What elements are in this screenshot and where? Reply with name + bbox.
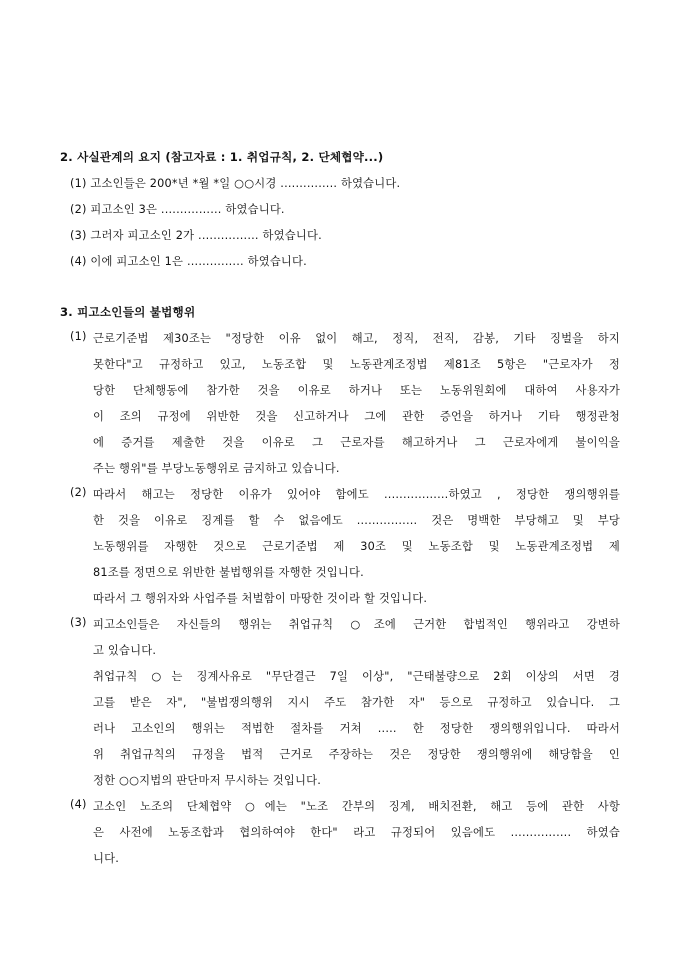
item-2-number: (2) xyxy=(70,486,87,499)
item-4-line-3: 니다. xyxy=(93,852,120,865)
section-2-item-1: (1) 고소인들은 200*년 *월 *일 ○○시경 ............... 하였습니다. xyxy=(70,177,401,190)
section-2-item-3: (3) 그러자 피고소인 2가 ................ 하였습니다. xyxy=(70,229,322,242)
item-3-line-7: 정한 ○○지법의 판단마저 무시하는 것입니다. xyxy=(93,774,321,787)
item-3-line-6: 위 취업규칙의 규정을 법적 근거로 주장하는 것은 정당한 쟁의행위에 해당함을 인 xyxy=(93,748,620,761)
item-3-line-5: 러나 고소인의 행위는 적법한 절차를 거쳐 ..... 한 정당한 쟁의행위입니다. 따라서 xyxy=(93,722,620,735)
item-3-line-4: 고를 받은 자", "불법쟁의행위 지시 주도 참가한 자" 등으로 규정하고 있습니다. 그 xyxy=(93,696,620,709)
item-4-line-2: 은 사전에 노동조합과 협의하여야 한다" 라고 규정되어 있음에도 ................ 하였습 xyxy=(93,826,620,839)
item-1-number: (1) xyxy=(70,330,87,343)
item-2-line-2: 한 것을 이유로 징계를 할 수 없음에도 ................ 것은 명백한 부당해고 및 부당 xyxy=(93,514,620,527)
item-3-line-2: 고 있습니다. xyxy=(93,644,157,657)
item-1-line-1: 근로기준법 제30조는 "정당한 이유 없이 해고, 정직, 전직, 감봉, 기타 징벌을 하지 xyxy=(93,332,620,345)
item-3-line-1: 피고소인들은 자신들의 행위는 취업규칙 ○조에 근거한 합법적인 행위라고 강변하 xyxy=(93,618,620,631)
item-2-line-4: 81조를 정면으로 위반한 불법행위를 자행한 것입니다. xyxy=(93,566,364,579)
item-1-line-3: 당한 단체행동에 참가한 것을 이유로 하거나 또는 노동위원회에 대하여 사용자가 xyxy=(93,384,620,397)
item-3-number: (3) xyxy=(70,616,87,629)
item-3-line-3: 취업규칙 ○는 징계사유로 "무단결근 7일 이상", "근태불량으로 2회 이상의 서면 경 xyxy=(93,670,620,683)
section-3-title: 3. 피고소인들의 불법행위 xyxy=(60,305,196,319)
item-4-line-1: 고소인 노조의 단체협약 ○에는 "노조 간부의 징계, 배치전환, 해고 등에 관한 사항 xyxy=(93,800,620,813)
section-2-item-2: (2) 피고소인 3은 ................ 하였습니다. xyxy=(70,203,285,216)
item-2-line-3: 노동행위를 자행한 것으로 근로기준법 제 30조 및 노동조합 및 노동관계조정법 제 xyxy=(93,540,620,553)
item-2-line-1: 따라서 해고는 정당한 이유가 있어야 함에도 .................하였고 , 정당한 쟁의행위를 xyxy=(93,488,620,501)
section-2-title: 2. 사실관계의 요지 (참고자료 : 1. 취업규칙, 2. 단체협약...) xyxy=(60,150,384,164)
item-1-line-4: 이 조의 규정에 위반한 것을 신고하거나 그에 관한 증언을 하거나 기타 행정관청 xyxy=(93,410,620,423)
item-4-number: (4) xyxy=(70,798,87,811)
item-2-line-5: 따라서 그 행위자와 사업주를 처벌함이 마땅한 것이라 할 것입니다. xyxy=(93,592,428,605)
section-2-item-4: (4) 이에 피고소인 1은 ............... 하였습니다. xyxy=(70,255,307,268)
item-1-line-6: 주는 행위"를 부당노동행위로 금지하고 있습니다. xyxy=(93,462,340,475)
item-1-line-5: 에 증거를 제출한 것을 이유로 그 근로자를 해고하거나 그 근로자에게 불이익을 xyxy=(93,436,620,449)
item-1-line-2: 못한다"고 규정하고 있고, 노동조합 및 노동관계조정법 제81조 5항은 "근로자가 정 xyxy=(93,358,620,371)
